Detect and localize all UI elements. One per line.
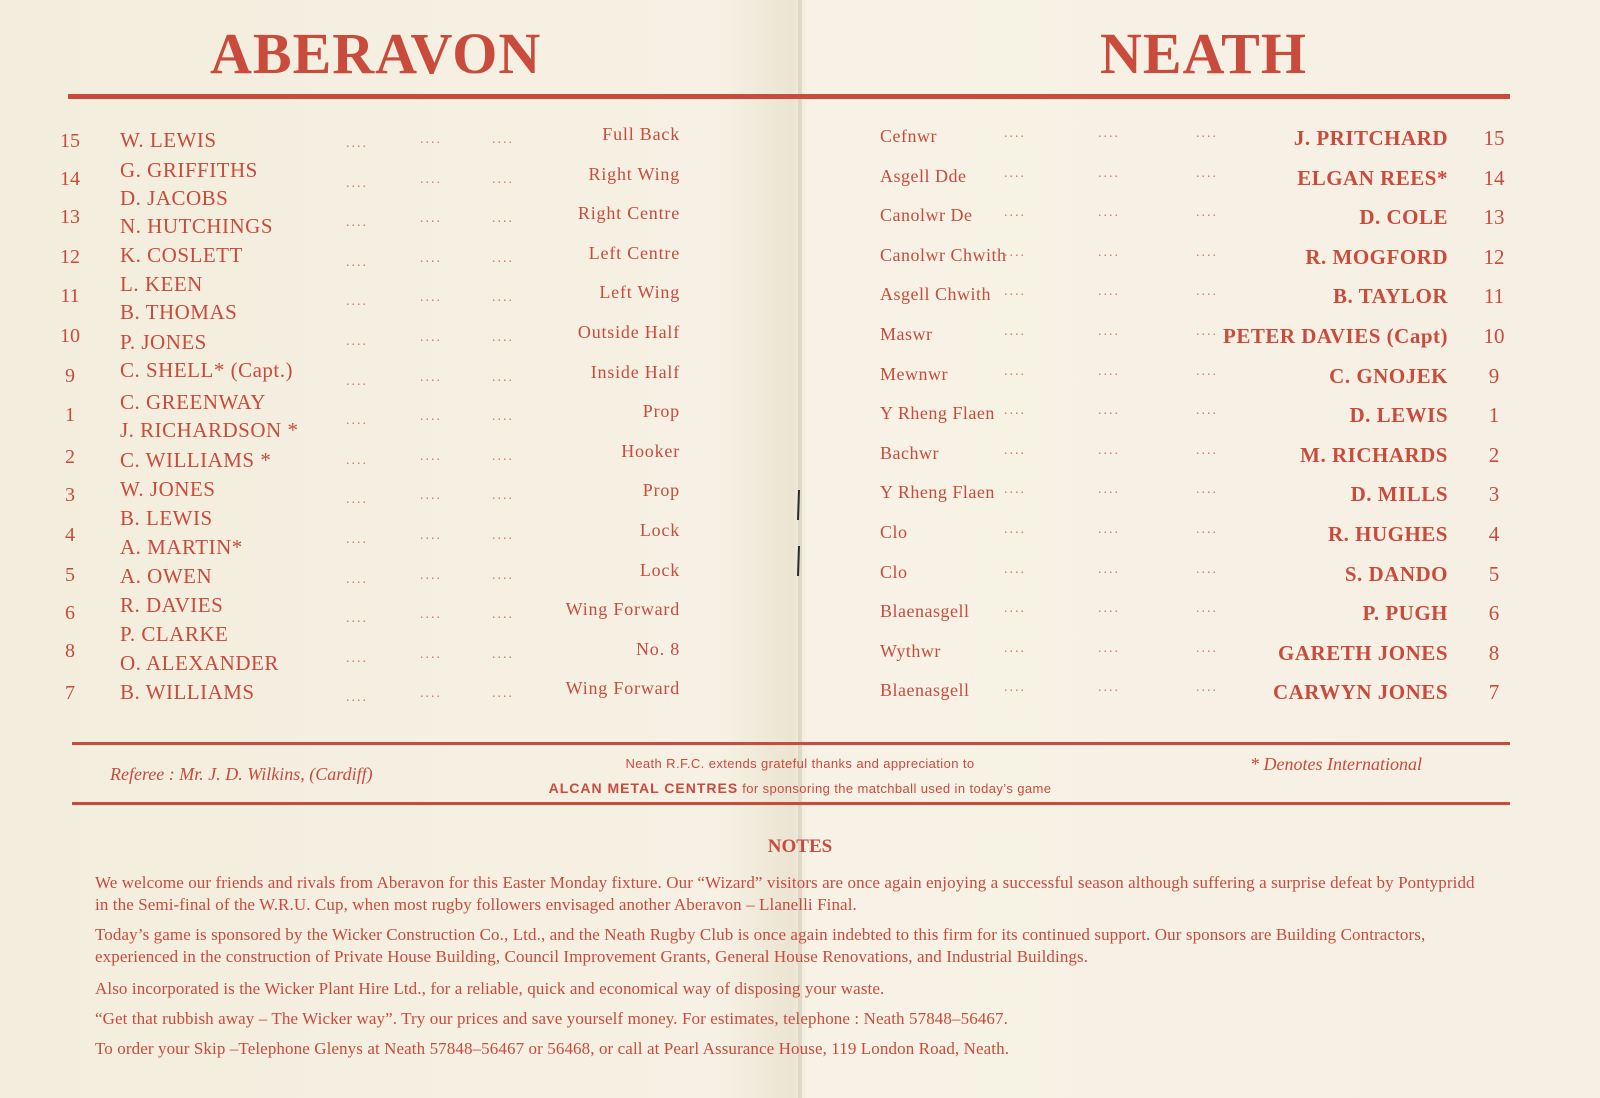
neath-player-name: D. MILLS	[1350, 482, 1448, 506]
aberavon-player-name: L. KEEN	[120, 272, 203, 296]
leader-dots: ....	[1004, 284, 1026, 299]
neath-player-number: 2	[1488, 443, 1500, 467]
neath-player-number: 12	[1483, 245, 1505, 269]
neath-player-number: 13	[1483, 205, 1505, 229]
leader-dots: ....	[1196, 562, 1218, 577]
leader-dots: ....	[346, 651, 368, 666]
leader-dots: ....	[1004, 522, 1026, 537]
leader-dots: ....	[1004, 205, 1026, 220]
leader-dots: ....	[1004, 166, 1026, 181]
leader-dots: ....	[492, 211, 514, 226]
neath-player-name: GARETH JONES	[1278, 641, 1448, 665]
aberavon-player-name: J. RICHARDSON *	[120, 418, 299, 442]
aberavon-player-name: P. CLARKE	[120, 622, 229, 646]
leader-dots: ....	[1098, 482, 1120, 497]
aberavon-number: 12	[60, 246, 80, 268]
position-english: Wing Forward	[565, 599, 680, 619]
leader-dots: ....	[1004, 364, 1026, 379]
aberavon-player-name: K. COSLETT	[120, 243, 243, 267]
leader-dots: ....	[1098, 284, 1120, 299]
position-english: Left Wing	[599, 282, 680, 302]
position-welsh: Blaenasgell	[880, 680, 970, 700]
leader-dots: ....	[346, 611, 368, 626]
aberavon-player-name: R. DAVIES	[120, 593, 224, 617]
leader-dots: ....	[346, 294, 368, 309]
footer-rule-bottom	[72, 802, 1510, 805]
leader-dots: ....	[420, 488, 442, 503]
leader-dots: ....	[1196, 443, 1218, 458]
leader-dots: ....	[346, 334, 368, 349]
leader-dots: ....	[420, 290, 442, 305]
leader-dots: ....	[1196, 324, 1218, 339]
neath-player-name: CARWYN JONES	[1272, 680, 1448, 704]
position-english: Lock	[639, 520, 680, 540]
leader-dots: ....	[1196, 641, 1218, 656]
neath-player-number: 8	[1488, 641, 1500, 665]
leader-dots: ....	[492, 409, 514, 424]
leader-dots: ....	[1004, 126, 1026, 141]
neath-player-name: B. TAYLOR	[1333, 284, 1448, 308]
leader-dots: ....	[1098, 403, 1120, 418]
aberavon-player-name: P. JONES	[120, 330, 207, 354]
leader-dots: ....	[1196, 364, 1218, 379]
position-welsh: Clo	[880, 522, 908, 542]
neath-player-number: 7	[1488, 680, 1500, 704]
aberavon-player-name: W. JONES	[120, 477, 216, 501]
aberavon-player-name: B. THOMAS	[120, 300, 238, 324]
leader-dots: ....	[492, 568, 514, 583]
position-welsh: Asgell Dde	[880, 166, 967, 186]
leader-dots: ....	[492, 290, 514, 305]
aberavon-player-name: C. WILLIAMS *	[120, 448, 272, 472]
leader-dots: ....	[1098, 324, 1120, 339]
leader-dots: ....	[420, 211, 442, 226]
leader-dots: ....	[346, 572, 368, 587]
position-welsh: Clo	[880, 562, 908, 582]
position-english: Prop	[642, 401, 680, 421]
neath-player-name: J. PRITCHARD	[1293, 126, 1448, 150]
neath-player-name: PETER DAVIES (Capt)	[1223, 324, 1448, 348]
leader-dots: ....	[1196, 126, 1218, 141]
leader-dots: ....	[420, 686, 442, 701]
leader-dots: ....	[1098, 443, 1120, 458]
leader-dots: ....	[346, 255, 368, 270]
thanks-line-2	[0, 780, 1600, 796]
position-welsh: Y Rheng Flaen	[880, 482, 995, 502]
neath-player-number: 1	[1488, 403, 1500, 427]
leader-dots: ....	[1196, 601, 1218, 616]
neath-player-number: 11	[1483, 284, 1505, 308]
aberavon-number: 2	[65, 446, 75, 468]
position-welsh: Mewnwr	[880, 364, 948, 384]
leader-dots: ....	[346, 136, 368, 151]
leader-dots: ....	[420, 251, 442, 266]
neath-player-name: M. RICHARDS	[1300, 443, 1448, 467]
aberavon-number: 9	[65, 365, 75, 387]
leader-dots: ....	[492, 251, 514, 266]
aberavon-player-name: C. GREENWAY	[120, 390, 266, 414]
leader-dots: ....	[1196, 245, 1218, 260]
position-welsh: Maswr	[880, 324, 933, 344]
leader-dots: ....	[1196, 166, 1218, 181]
leader-dots: ....	[420, 528, 442, 543]
referee-text: Referee : Mr. J. D. Wilkins, (Cardiff)	[110, 764, 373, 784]
leader-dots: ....	[1004, 403, 1026, 418]
aberavon-number: 10	[60, 325, 80, 347]
notes-paragraph-5: To order your Skip –Telephone Glenys at Neath 57848–56467 or 56468, or call at Pearl Assurance House, 119 London Road, Neath.	[95, 1039, 1010, 1058]
aberavon-number: 4	[65, 524, 75, 546]
aberavon-number: 5	[65, 564, 75, 586]
position-english: Hooker	[621, 441, 680, 461]
position-welsh: Bachwr	[880, 443, 939, 463]
leader-dots: ....	[1196, 522, 1218, 537]
aberavon-player-name: G. GRIFFITHS	[120, 158, 258, 182]
position-welsh: Cefnwr	[880, 126, 937, 146]
leader-dots: ....	[1004, 680, 1026, 695]
leader-dots: ....	[420, 132, 442, 147]
leader-dots: ....	[1098, 126, 1120, 141]
aberavon-player-name: A. MARTIN*	[120, 535, 243, 559]
neath-player-number: 10	[1483, 324, 1505, 348]
position-english: Wing Forward	[565, 678, 680, 698]
position-welsh: Blaenasgell	[880, 601, 970, 621]
leader-dots: ....	[1004, 641, 1026, 656]
team-title-aberavon: ABERAVON	[210, 21, 542, 86]
aberavon-player-name: W. LEWIS	[120, 128, 217, 152]
neath-player-number: 5	[1488, 562, 1500, 586]
position-welsh: Asgell Chwith	[880, 284, 992, 304]
aberavon-number: 8	[65, 640, 75, 662]
neath-player-name: P. PUGH	[1362, 601, 1448, 625]
aberavon-number: 3	[65, 484, 75, 506]
leader-dots: ....	[1098, 680, 1120, 695]
leader-dots: ....	[1004, 443, 1026, 458]
neath-player-name: R. MOGFORD	[1305, 245, 1448, 269]
notes-paragraph-2: Today’s game is sponsored by the Wicker Construction Co., Ltd., and the Neath Rugby Club is once again indebted to this firm for its continued support. Our sponsors are Building Contractors, experienced in the construction of Private House Building, Council Improvement Grants, General House Renovations, and Industrial Buildings.	[95, 925, 1426, 966]
neath-player-name: ELGAN REES*	[1297, 166, 1448, 190]
leader-dots: ....	[346, 413, 368, 428]
leader-dots: ....	[492, 330, 514, 345]
leader-dots: ....	[420, 370, 442, 385]
leader-dots: ....	[346, 374, 368, 389]
position-english: Lock	[639, 560, 680, 580]
leader-dots: ....	[420, 330, 442, 345]
thanks-line-2-text: for sponsoring the matchball used in today’s game	[742, 781, 1052, 796]
aberavon-number: 7	[65, 682, 75, 704]
leader-dots: ....	[1098, 601, 1120, 616]
position-english: Prop	[642, 480, 680, 500]
leader-dots: ....	[1196, 205, 1218, 220]
leader-dots: ....	[420, 647, 442, 662]
leader-dots: ....	[346, 690, 368, 705]
staple-marks	[795, 488, 803, 578]
leader-dots: ....	[420, 568, 442, 583]
leader-dots: ....	[1004, 324, 1026, 339]
neath-player-number: 14	[1483, 166, 1505, 190]
position-english: Full Back	[602, 124, 680, 144]
aberavon-player-name: O. ALEXANDER	[120, 651, 279, 675]
aberavon-number: 6	[65, 602, 75, 624]
leader-dots: ....	[1196, 680, 1218, 695]
leader-dots: ....	[492, 647, 514, 662]
leader-dots: ....	[346, 532, 368, 547]
aberavon-number: 15	[60, 130, 80, 152]
neath-player-name: S. DANDO	[1344, 562, 1448, 586]
leader-dots: ....	[1098, 522, 1120, 537]
leader-dots: ....	[492, 528, 514, 543]
leader-dots: ....	[1098, 364, 1120, 379]
leader-dots: ....	[1004, 601, 1026, 616]
leader-dots: ....	[1004, 562, 1026, 577]
neath-player-number: 3	[1488, 482, 1500, 506]
leader-dots: ....	[492, 449, 514, 464]
leader-dots: ....	[346, 453, 368, 468]
leader-dots: ....	[1196, 403, 1218, 418]
notes-paragraph-4: “Get that rubbish away – The Wicker way”. Try our prices and save yourself money. For estimates, telephone : Neath 57848–56467.	[95, 1009, 1008, 1028]
neath-player-number: 4	[1488, 522, 1500, 546]
header-rule	[68, 94, 1510, 99]
leader-dots: ....	[1196, 284, 1218, 299]
thanks-line-1: Neath R.F.C. extends grateful thanks and appreciation to	[625, 756, 975, 771]
aberavon-player-name: D. JACOBS	[120, 186, 229, 210]
aberavon-player-name: N. HUTCHINGS	[120, 214, 273, 238]
international-key: * Denotes International	[1250, 754, 1422, 774]
leader-dots: ....	[346, 492, 368, 507]
position-welsh: Canolwr De	[880, 205, 973, 225]
leader-dots: ....	[1004, 482, 1026, 497]
aberavon-number: 13	[60, 206, 80, 228]
neath-player-name: R. HUGHES	[1327, 522, 1448, 546]
neath-player-number: 9	[1488, 364, 1500, 388]
leader-dots: ....	[420, 449, 442, 464]
leader-dots: ....	[1098, 166, 1120, 181]
leader-dots: ....	[1098, 245, 1120, 260]
aberavon-number: 1	[65, 404, 75, 426]
neath-player-name: D. LEWIS	[1349, 403, 1448, 427]
aberavon-number: 14	[60, 168, 80, 190]
aberavon-player-name: C. SHELL* (Capt.)	[120, 358, 293, 382]
position-english: Right Centre	[577, 203, 680, 223]
aberavon-player-name: B. WILLIAMS	[120, 680, 255, 704]
notes-paragraph-1: We welcome our friends and rivals from Aberavon for this Easter Monday fixture. Our “Wizard” visitors are once again enjoying a successful season although suffering a surprise defeat by Pontypridd in the Semi-final of the W.R.U. Cup, when most rugby followers envisaged another Aberavon – Llanelli Final.	[95, 873, 1475, 914]
aberavon-number: 11	[60, 285, 80, 307]
leader-dots: ....	[346, 176, 368, 191]
leader-dots: ....	[492, 607, 514, 622]
neath-player-name: D. COLE	[1359, 205, 1448, 229]
aberavon-player-name: B. LEWIS	[120, 506, 213, 530]
position-english: Inside Half	[590, 362, 680, 382]
position-english: No. 8	[636, 639, 680, 659]
leader-dots: ....	[1196, 482, 1218, 497]
leader-dots: ....	[420, 607, 442, 622]
leader-dots: ....	[492, 488, 514, 503]
notes-title: NOTES	[767, 836, 833, 857]
position-welsh: Wythwr	[880, 641, 941, 661]
leader-dots: ....	[420, 172, 442, 187]
sponsor-name: ALCAN METAL CENTRES	[548, 780, 739, 796]
leader-dots: ....	[420, 409, 442, 424]
leader-dots: ....	[1098, 562, 1120, 577]
neath-player-number: 6	[1488, 601, 1500, 625]
position-english: Outside Half	[577, 322, 680, 342]
leader-dots: ....	[1098, 205, 1120, 220]
leader-dots: ....	[492, 370, 514, 385]
leader-dots: ....	[492, 132, 514, 147]
position-english: Right Wing	[588, 164, 680, 184]
leader-dots: ....	[492, 686, 514, 701]
aberavon-player-name: A. OWEN	[120, 564, 213, 588]
neath-player-number: 15	[1483, 126, 1505, 150]
position-welsh: Y Rheng Flaen	[880, 403, 995, 423]
position-welsh: Canolwr Chwith	[880, 245, 1007, 265]
leader-dots: ....	[346, 215, 368, 230]
leader-dots: ....	[1004, 245, 1026, 260]
footer-rule-top	[72, 742, 1510, 745]
neath-player-name: C. GNOJEK	[1329, 364, 1448, 388]
position-english: Left Centre	[588, 243, 680, 263]
team-title-neath: NEATH	[1100, 21, 1307, 86]
leader-dots: ....	[1098, 641, 1120, 656]
leader-dots: ....	[492, 172, 514, 187]
notes-paragraph-3: Also incorporated is the Wicker Plant Hire Ltd., for a reliable, quick and economical way of disposing your waste.	[95, 979, 885, 998]
